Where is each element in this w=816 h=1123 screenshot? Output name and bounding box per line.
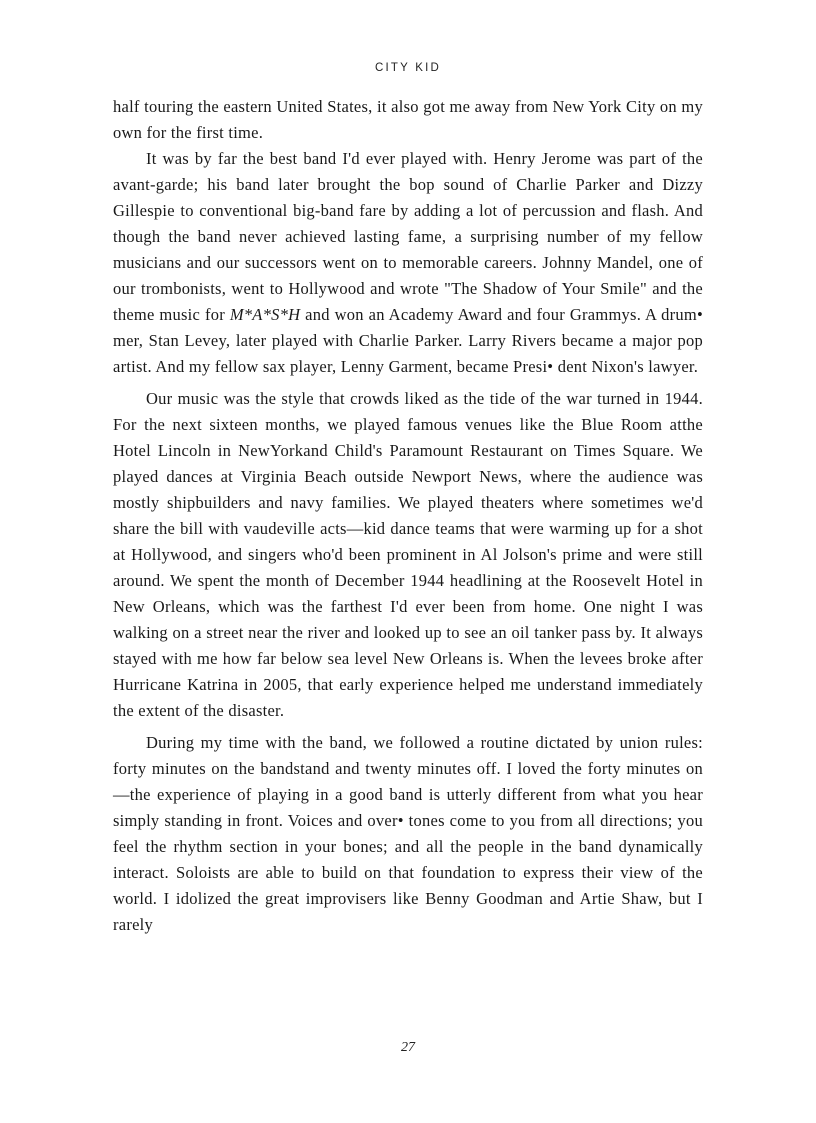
paragraph-union-rules: During my time with the band, we followed a routine dictated by union rules: forty minutes on the bandstand and twenty minutes off. I loved the forty minutes on—the experience of playing in a good band is utterly different from what you hear simply standing in front. Voices and over• tones come to you from all directions; you feel the rhythm section in your bones; and all the people in the band dynamically interact. Soloists are able to build on that foundation to express their view of the world. I idolized the great improvisers like Benny Goodman and Artie Shaw, but I rarely — [113, 733, 703, 934]
paragraph-text: It was by far the best band I'd ever played with. Henry Jerome was part of the avant-garde; his band later brought the bop sound of Charlie Parker and Dizzy Gillespie to conventional big-band fare by adding a lot of percussion and flash. And though the band never achieved lasting fame, a surprising number of my fellow musicians and our successors went on to memorable careers. Johnny Mandel, one of our trombonists, went to Hollywood and wrote "The Shadow of Your Smile" and the theme music for — [113, 149, 703, 324]
italic-title: M*A*S*H — [229, 305, 301, 324]
paragraph-war-venues: Our music was the style that crowds liked as the tide of the war turned in 1944. For the next sixteen months, we played famous venues like the Blue Room atthe Hotel Lincoln in NewYorkand Child's Paramount Restaurant on Times Square. We played dances at Virginia Beach outside Newport News, where the audience was mostly shipbuilders and navy families. We played theaters where sometimes we'd share the bill with vaudeville acts—kid dance teams that were warming up for a shot at Hollywood, and singers who'd been prominent in Al Jolson's prime and were still around. We spent the month of December 1944 headlining at the Roosevelt Hotel in New Orleans, which was the farthest I'd ever been from home. One night I was walking on a street near the river and looked up to see an oil tanker pass by. It always stayed with me how far below sea level New Orleans is. When the levees broke after Hurricane Katrina in 2005, that early experience helped me understand immediately the extent of the disaster. — [113, 389, 703, 720]
paragraph-text: and won an Academy Award and four Grammys. A drum• mer, Stan Levey, later played with Charlie Parker. Larry Rivers became a major pop artist. And my fellow sax player, Lenny Garment, became Presi• dent Nixon's lawyer. — [113, 305, 704, 376]
paragraph-henry-jerome — [113, 146, 703, 380]
running-head: CITY KID — [375, 62, 441, 74]
page-number: 27 — [401, 1040, 415, 1055]
paragraph-continuation: half touring the eastern United States, it also got me away from New York City on my own for the first time. — [113, 97, 703, 142]
body-text — [113, 94, 703, 938]
